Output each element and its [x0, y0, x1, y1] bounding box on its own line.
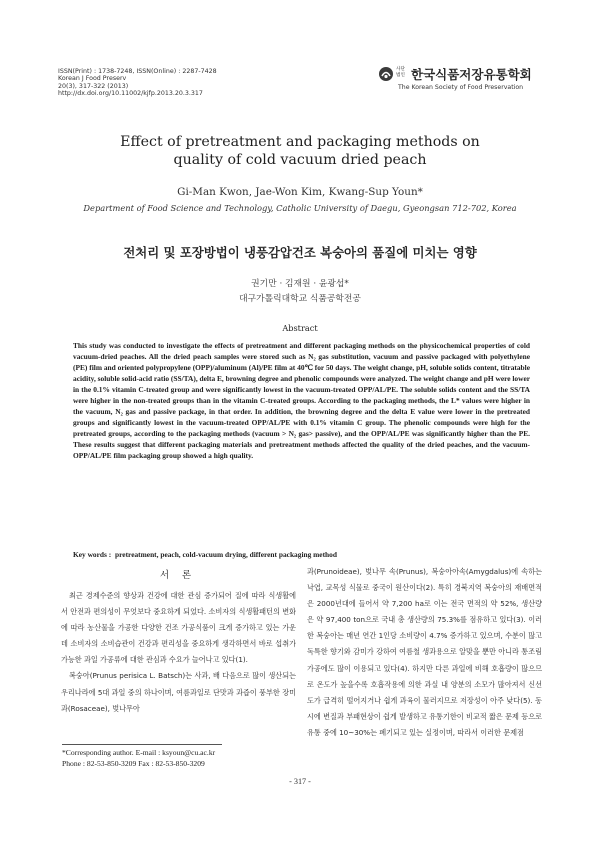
journal-volume: 20(3), 317-322 (2013) [58, 82, 129, 90]
page-number: - 317 - [289, 777, 311, 786]
society-name-en: The Korean Society of Food Preservation [398, 84, 524, 91]
body-paragraph: 복숭아(Prunus perisica L. Batsch)는 사과, 배 다음으로 많이 생산되는 우리나라에 5대 과일 중의 하나이며, 여름과일로 단맛과 과즙이 풍부한 장미과(Rosaceae), 벚나무아 [61, 671, 296, 713]
footnote-corresponding: *Corresponding author. E-mail : ksyoun@cu.ac.kr [62, 748, 216, 757]
paper-title-line-2: quality of cold vacuum dried peach [173, 152, 427, 168]
keywords-list: pretreatment, peach, cold-vacuum drying, different packaging method [115, 550, 337, 559]
paper-title [60, 133, 540, 169]
paper-title-ko: 전처리 및 포장방법이 냉풍감압건조 복숭아의 품질에 미치는 영향 [123, 245, 477, 260]
footnote-contact: Phone : 82-53-850-3209 Fax : 82-53-850-3209 [62, 759, 205, 769]
journal-issn: ISSN(Print) : 1738-7248, ISSN(Online) : 2287-7428 [58, 68, 217, 75]
keywords-label: Key words : [73, 550, 112, 559]
paper-title-line-1: Effect of pretreatment and packaging methods on [120, 134, 480, 150]
paper-authors: Gi-Man Kwon, Jae-Won Kim, Kwang-Sup Youn* [177, 186, 423, 198]
society-emblem-icon [378, 66, 394, 82]
abstract-body: This study was conducted to investigate the effects of pretreatment and different packaging methods on the physicochemical properties of cold vacuum-dried peaches. All the dried peach samples were stored such as N₂ gas substitution, vacuum and passive packaged with polyethylene (PE) film and oriented polypropylene (OPP)/aluminum (Al)/PE film at 40℃ for 50 days. The weight change, pH, soluble solids content, titratable acidity, soluble solid-acid ratio (SS/TA), delta E, browning degree and phenolic compounds were analyzed. The weight change and pH were lower in the 0.1% vitamin C-treated group and were significantly lowest in the vacuum-treated OPP/AL/PE. The soluble solids content and the SS/TA were higher in the non-treated groups than in the vitamin C-treated groups. According to the packaging methods, the L* values were higher in the vacuum, N₂ gas and passive package, in that order. In addition, the browning degree and the delta E value were lower in the pretreated groups and significantly lowest in the vacuum-treated OPP/AL/PE with 0.1% vitamin C group. The phenolic compounds were high for the pretreated groups, according to the packaging methods (vacuum > N₂ gas> passive), and the OPP/AL/PE was significantly higher than the PE. These results suggest that different packaging materials and pretreatment methods affected the quality of the dried peaches, and the vacuum- OPP/AL/PE film packaging group showed a high quality. [73, 341, 531, 460]
footnote [62, 747, 302, 770]
footnote-divider [62, 744, 222, 745]
society-corp-label: 사단 법인 [396, 67, 405, 78]
society-logo [378, 64, 558, 92]
section-heading-introduction: 서 론 [159, 570, 197, 581]
body-column-left [61, 588, 296, 717]
keywords [73, 550, 533, 559]
paper-department: Department of Food Science and Technology, Catholic University of Daegu, Gyeongsan 712-702, Korea [83, 203, 517, 213]
journal-doi[interactable]: http://dx.doi.org/10.11002/kjfp.2013.20.3.317 [58, 90, 203, 98]
society-name-ko: 한국식품저장유통학회 [411, 67, 532, 82]
body-paragraph: 최근 경제수준의 향상과 건강에 대한 관심 증가되어 질에 따라 식생활에서 안전과 편의성이 무엇보다 중요하게 되었다. 소비자의 식생활패턴의 변화에 따라 농산물을 가공한 다양한 건조 가공식품이 크게 증가하고 있는 가운데 소비자의 소비습관이 건강과 편리성을 중요하게 생각하면서 바로 섭취가 가능한 과일 가공류에 대한 관심과 수요가 늘어나고 있다(1). [61, 591, 296, 665]
paper-affiliation-ko: 대구가톨릭대학교 식품공학전공 [239, 294, 361, 304]
body-column-right [307, 564, 542, 741]
journal-info [58, 68, 318, 98]
paper-authors-ko: 권기만 · 김재원 · 윤광섭* [251, 279, 349, 289]
body-paragraph: 과(Prunoideae), 벚나무 속(Prunus), 복숭아아속(Amygdalus)에 속하는 낙엽, 교목성 식물로 중국이 원산이다(2). 특히 경북지역 복숭아의 재배면적은 2000년대에 들어서 약 7,200 ha로 이는 전국 면적의 약 52%, 생산량은 약 97,400 ton으로 국내 총 생산량의 75.3%를 점유하고 있다(3). 이러한 복숭아는 매년 연간 1인당 소비량이 4.7% 증가하고 있으며, 수분이 많고 독특한 향기와 감미가 강하여 여름철 생과용으로 알맞을 뿐만 아니라 통조림 가공에도 많이 이용되고 있다(4). 하지만 다른 과일에 비해 호흡량이 많으므로 온도가 높을수록 호흡작용에 의한 과실 내 양분의 소모가 많아져서 신선도가 급격히 떨어지거나 쉽게 과육이 물러지므로 저장성이 아주 낮다(5). 동시에 변질과 부패현상이 쉽게 발생하고 유통기한이 비교적 짧은 문제 등으로 유통 중에 10~30%는 폐기되고 있는 실정이며, 따라서 이러한 문제점 [307, 567, 542, 737]
abstract-heading: Abstract [282, 323, 318, 333]
journal-abbrev: Korean J Food Preserv [58, 75, 127, 83]
